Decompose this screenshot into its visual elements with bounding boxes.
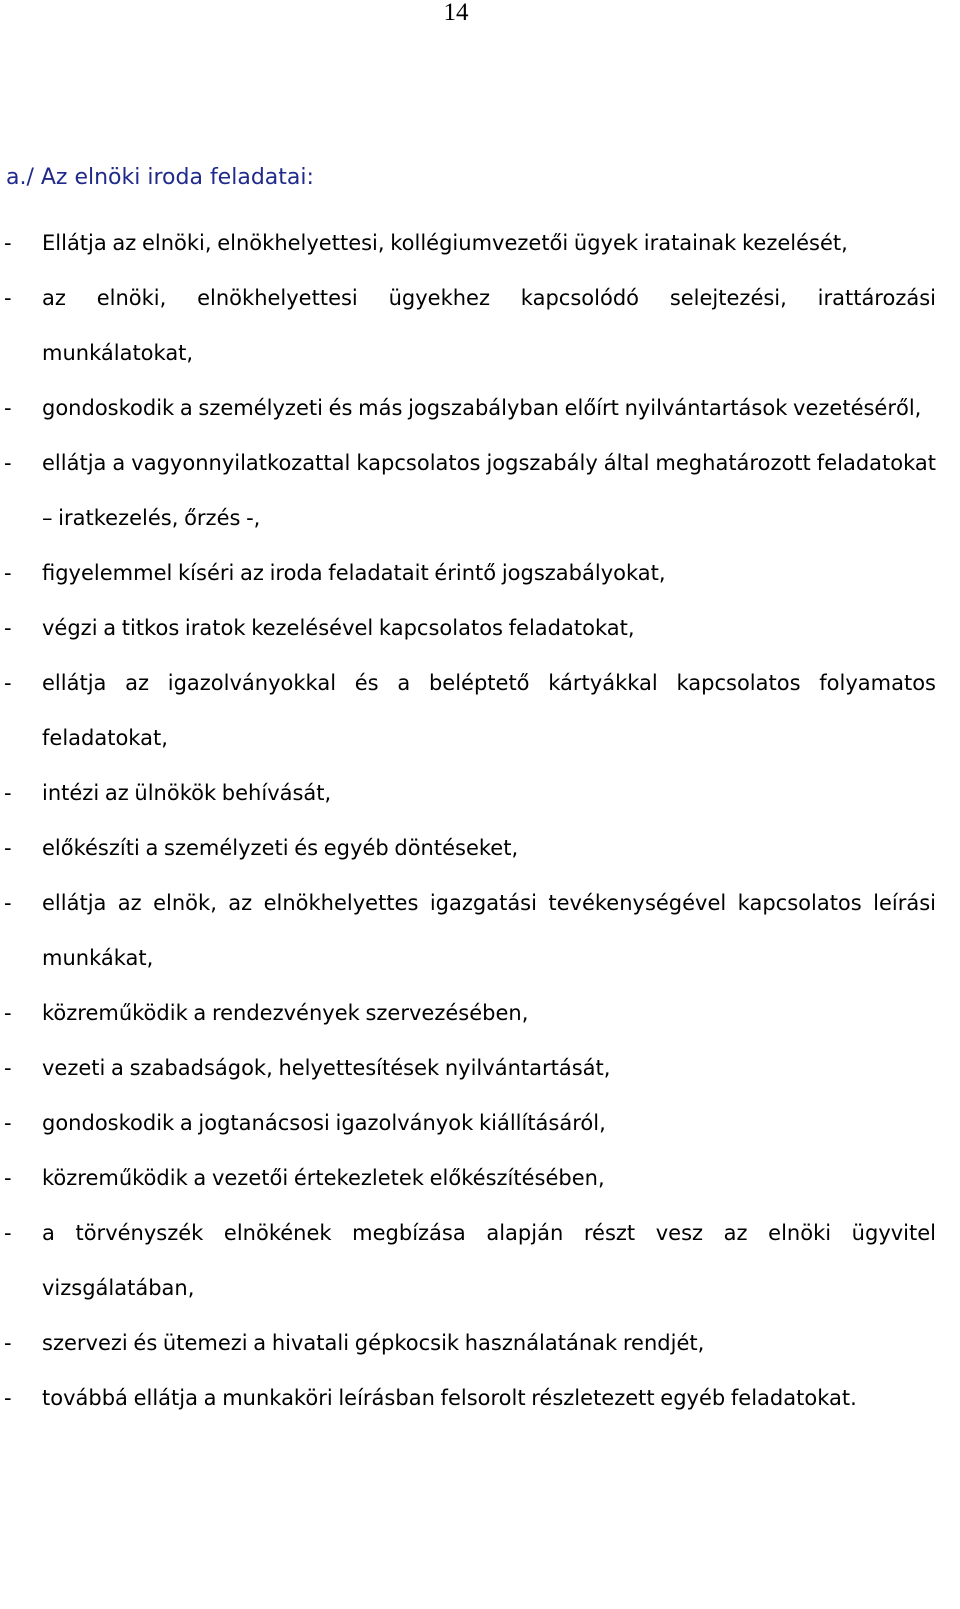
list-item-text: közreműködik a vezetői értekezletek előkészítésében,	[42, 1166, 605, 1190]
list-item	[0, 381, 936, 436]
list-dash: -	[4, 396, 12, 420]
list-item	[0, 821, 936, 876]
list-item-text: ellátja az igazolványokkal és a beléptető kártyákkal kapcsolatos folyamatos feladatokat,	[42, 671, 936, 750]
list-dash: -	[4, 671, 12, 695]
list-item	[0, 271, 936, 381]
list-dash: -	[4, 1221, 12, 1245]
list-item	[0, 601, 936, 656]
section-heading: a./ Az elnöki iroda feladatai:	[6, 165, 314, 190]
list-item-text: végzi a titkos iratok kezelésével kapcsolatos feladatokat,	[42, 616, 635, 640]
list-item	[0, 1151, 936, 1206]
list-dash: -	[4, 286, 12, 310]
list-item	[0, 1316, 936, 1371]
list-item-text: Ellátja az elnöki, elnökhelyettesi, kollégiumvezetői ügyek iratainak kezelését,	[42, 231, 848, 255]
list-item-text: az elnöki, elnökhelyettesi ügyekhez kapcsolódó selejtezési, irattározási munkálatokat,	[42, 286, 936, 365]
list-item	[0, 546, 936, 601]
list-item	[0, 1041, 936, 1096]
list-dash: -	[4, 1001, 12, 1025]
list-item	[0, 656, 936, 766]
list-item	[0, 986, 936, 1041]
list-dash: -	[4, 1111, 12, 1135]
list-dash: -	[4, 781, 12, 805]
list-item	[0, 766, 936, 821]
list-item-text: gondoskodik a személyzeti és más jogszabályban előírt nyilvántartások vezetéséről,	[42, 396, 922, 420]
task-list	[0, 216, 936, 1426]
list-dash: -	[4, 1331, 12, 1355]
list-dash: -	[4, 561, 12, 585]
list-item	[0, 1096, 936, 1151]
list-item-text: vezeti a szabadságok, helyettesítések nyilvántartását,	[42, 1056, 611, 1080]
page-number: 14	[443, 0, 469, 26]
list-item-text: ellátja az elnök, az elnökhelyettes igazgatási tevékenységével kapcsolatos leírási munkákat,	[42, 891, 936, 970]
list-item-text: szervezi és ütemezi a hivatali gépkocsik használatának rendjét,	[42, 1331, 705, 1355]
list-item-text: intézi az ülnökök behívását,	[42, 781, 332, 805]
list-dash: -	[4, 836, 12, 860]
list-item	[0, 1206, 936, 1316]
list-item	[0, 216, 936, 271]
list-dash: -	[4, 231, 12, 255]
list-item-text: figyelemmel kíséri az iroda feladatait érintő jogszabályokat,	[42, 561, 666, 585]
list-dash: -	[4, 1386, 12, 1410]
list-dash: -	[4, 1166, 12, 1190]
list-dash: -	[4, 891, 12, 915]
list-dash: -	[4, 616, 12, 640]
list-dash: -	[4, 1056, 12, 1080]
list-item-text: továbbá ellátja a munkaköri leírásban felsorolt részletezett egyéb feladatokat.	[42, 1386, 857, 1410]
list-item-text: a törvényszék elnökének megbízása alapján részt vesz az elnöki ügyvitel vizsgálatában,	[42, 1221, 936, 1300]
list-item	[0, 436, 936, 546]
list-item-text: ellátja a vagyonnyilatkozattal kapcsolatos jogszabály által meghatározott feladatokat – iratkezelés, őrzés -,	[42, 451, 936, 530]
list-dash: -	[4, 451, 12, 475]
list-item	[0, 876, 936, 986]
list-item-text: gondoskodik a jogtanácsosi igazolványok kiállításáról,	[42, 1111, 606, 1135]
list-item	[0, 1371, 936, 1426]
list-item-text: előkészíti a személyzeti és egyéb döntéseket,	[42, 836, 519, 860]
list-item-text: közreműködik a rendezvények szervezésében,	[42, 1001, 529, 1025]
